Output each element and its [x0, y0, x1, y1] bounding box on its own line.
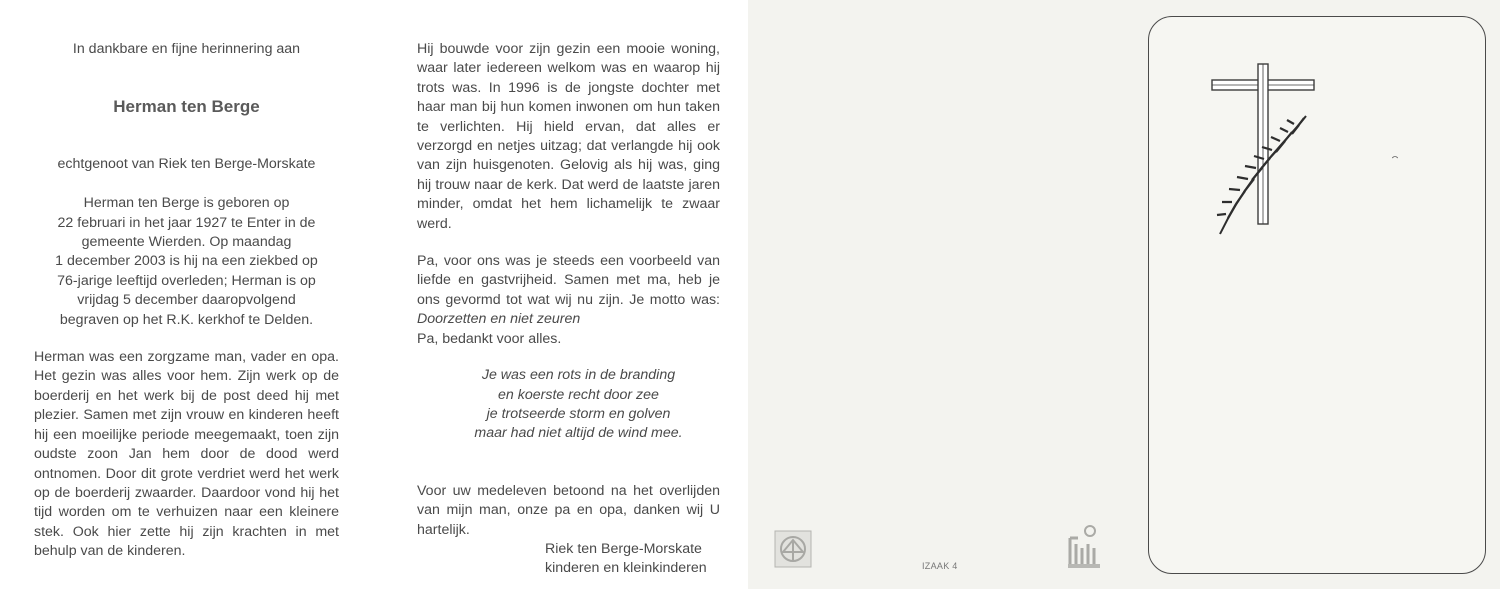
- thanks-paragraph: Voor uw medeleven betoond na het overlijden van mijn man, onze pa en opa, danken wij U hartelijk.: [417, 482, 720, 538]
- bio-line: begraven op het R.K. kerkhof te Delden.: [59, 311, 314, 328]
- bio-line: 76-jarige leeftijd overleden; Herman is op: [57, 272, 316, 289]
- poem-line: je trotseerde storm en golven: [486, 405, 671, 422]
- text-column-right: [417, 40, 720, 579]
- poem-line: Je was een rots in de branding: [481, 367, 676, 384]
- life-story-paragraph: Herman was een zorgzame man, vader en opa. Het gezin was alles voor hem. Zijn werk op de boerderij en het werk bij de post deed hij met plezier. Samen met zijn vrouw en kinderen heeft hij een moeilijke periode meegemaakt, toen zijn oudste zoon Jan hem door de dood werd ontnomen. Door dit grote verdriet werd het werk op de boerderij zwaarder. Daardoor vond hij het tijd worden om te verhuizen naar een kleinere stek. Ook hier zette hij zijn krachten in met behulp van de kinderen.: [34, 349, 339, 560]
- text-column-left: [34, 40, 339, 562]
- poem-line: en koerste recht door zee: [498, 386, 659, 403]
- memorial-card-inside: [0, 0, 748, 589]
- home-paragraph: Hij bouwde voor zijn gezin een mooie woning, waar later iedereen welkom was en waarop hij trots was. In 1996 is de jongste dochter met haar man bij hun komen inwonen om hun taken te verlichten. Hij hield ervan, dat alles er verzorgd en netjes uitzag; dat verlangde hij ook van zijn huisgenoten. Gelovig als hij was, ging hij trouw naar de kerk. Dat werd de laatste jaren minder, omdat het hem lichamelijk te zwaar werd.: [417, 41, 720, 232]
- cross-with-palm-branch-icon: [1208, 62, 1318, 238]
- signature-block: [417, 540, 720, 579]
- bio-line: 22 februari in het jaar 1927 te Enter in de: [57, 214, 316, 231]
- spouse-line: echtgenoot van Riek ten Berge-Morskate: [57, 155, 316, 172]
- poem-line: maar had niet altijd de wind mee.: [474, 425, 683, 442]
- publisher-emblem-icon: [774, 530, 812, 568]
- paper-speck: [1392, 156, 1398, 159]
- tribute-paragraph: [417, 252, 720, 349]
- printer-mark-icon: [1066, 524, 1102, 570]
- biography-block: [34, 194, 339, 330]
- bio-line: Herman ten Berge is geboren op: [83, 195, 290, 212]
- intro-line: In dankbare en fijne herinnering aan: [72, 41, 301, 57]
- bio-line: vrijdag 5 december daaropvolgend: [77, 292, 296, 309]
- motto-text: Doorzetten en niet zeuren: [417, 311, 581, 328]
- poem-verse: [417, 366, 720, 444]
- bio-line: 1 december 2003 is hij na een ziekbed op: [55, 253, 318, 270]
- deceased-name: Herman ten Berge: [113, 97, 260, 117]
- tribute-text: Pa, voor ons was je steeds een voorbeeld van liefde en gastvrijheid. Samen met ma, heb je ons gevormd tot wat wij nu zijn. Je motto was:: [417, 253, 720, 308]
- signature-line: Riek ten Berge-Morskate: [545, 540, 702, 557]
- signature-line: kinderen en kleinkinderen: [545, 560, 707, 577]
- bio-line: gemeente Wierden. Op maandag: [81, 234, 292, 251]
- card-code: IZAAK 4: [922, 561, 958, 571]
- tribute-closing: Pa, bedankt voor alles.: [417, 330, 562, 347]
